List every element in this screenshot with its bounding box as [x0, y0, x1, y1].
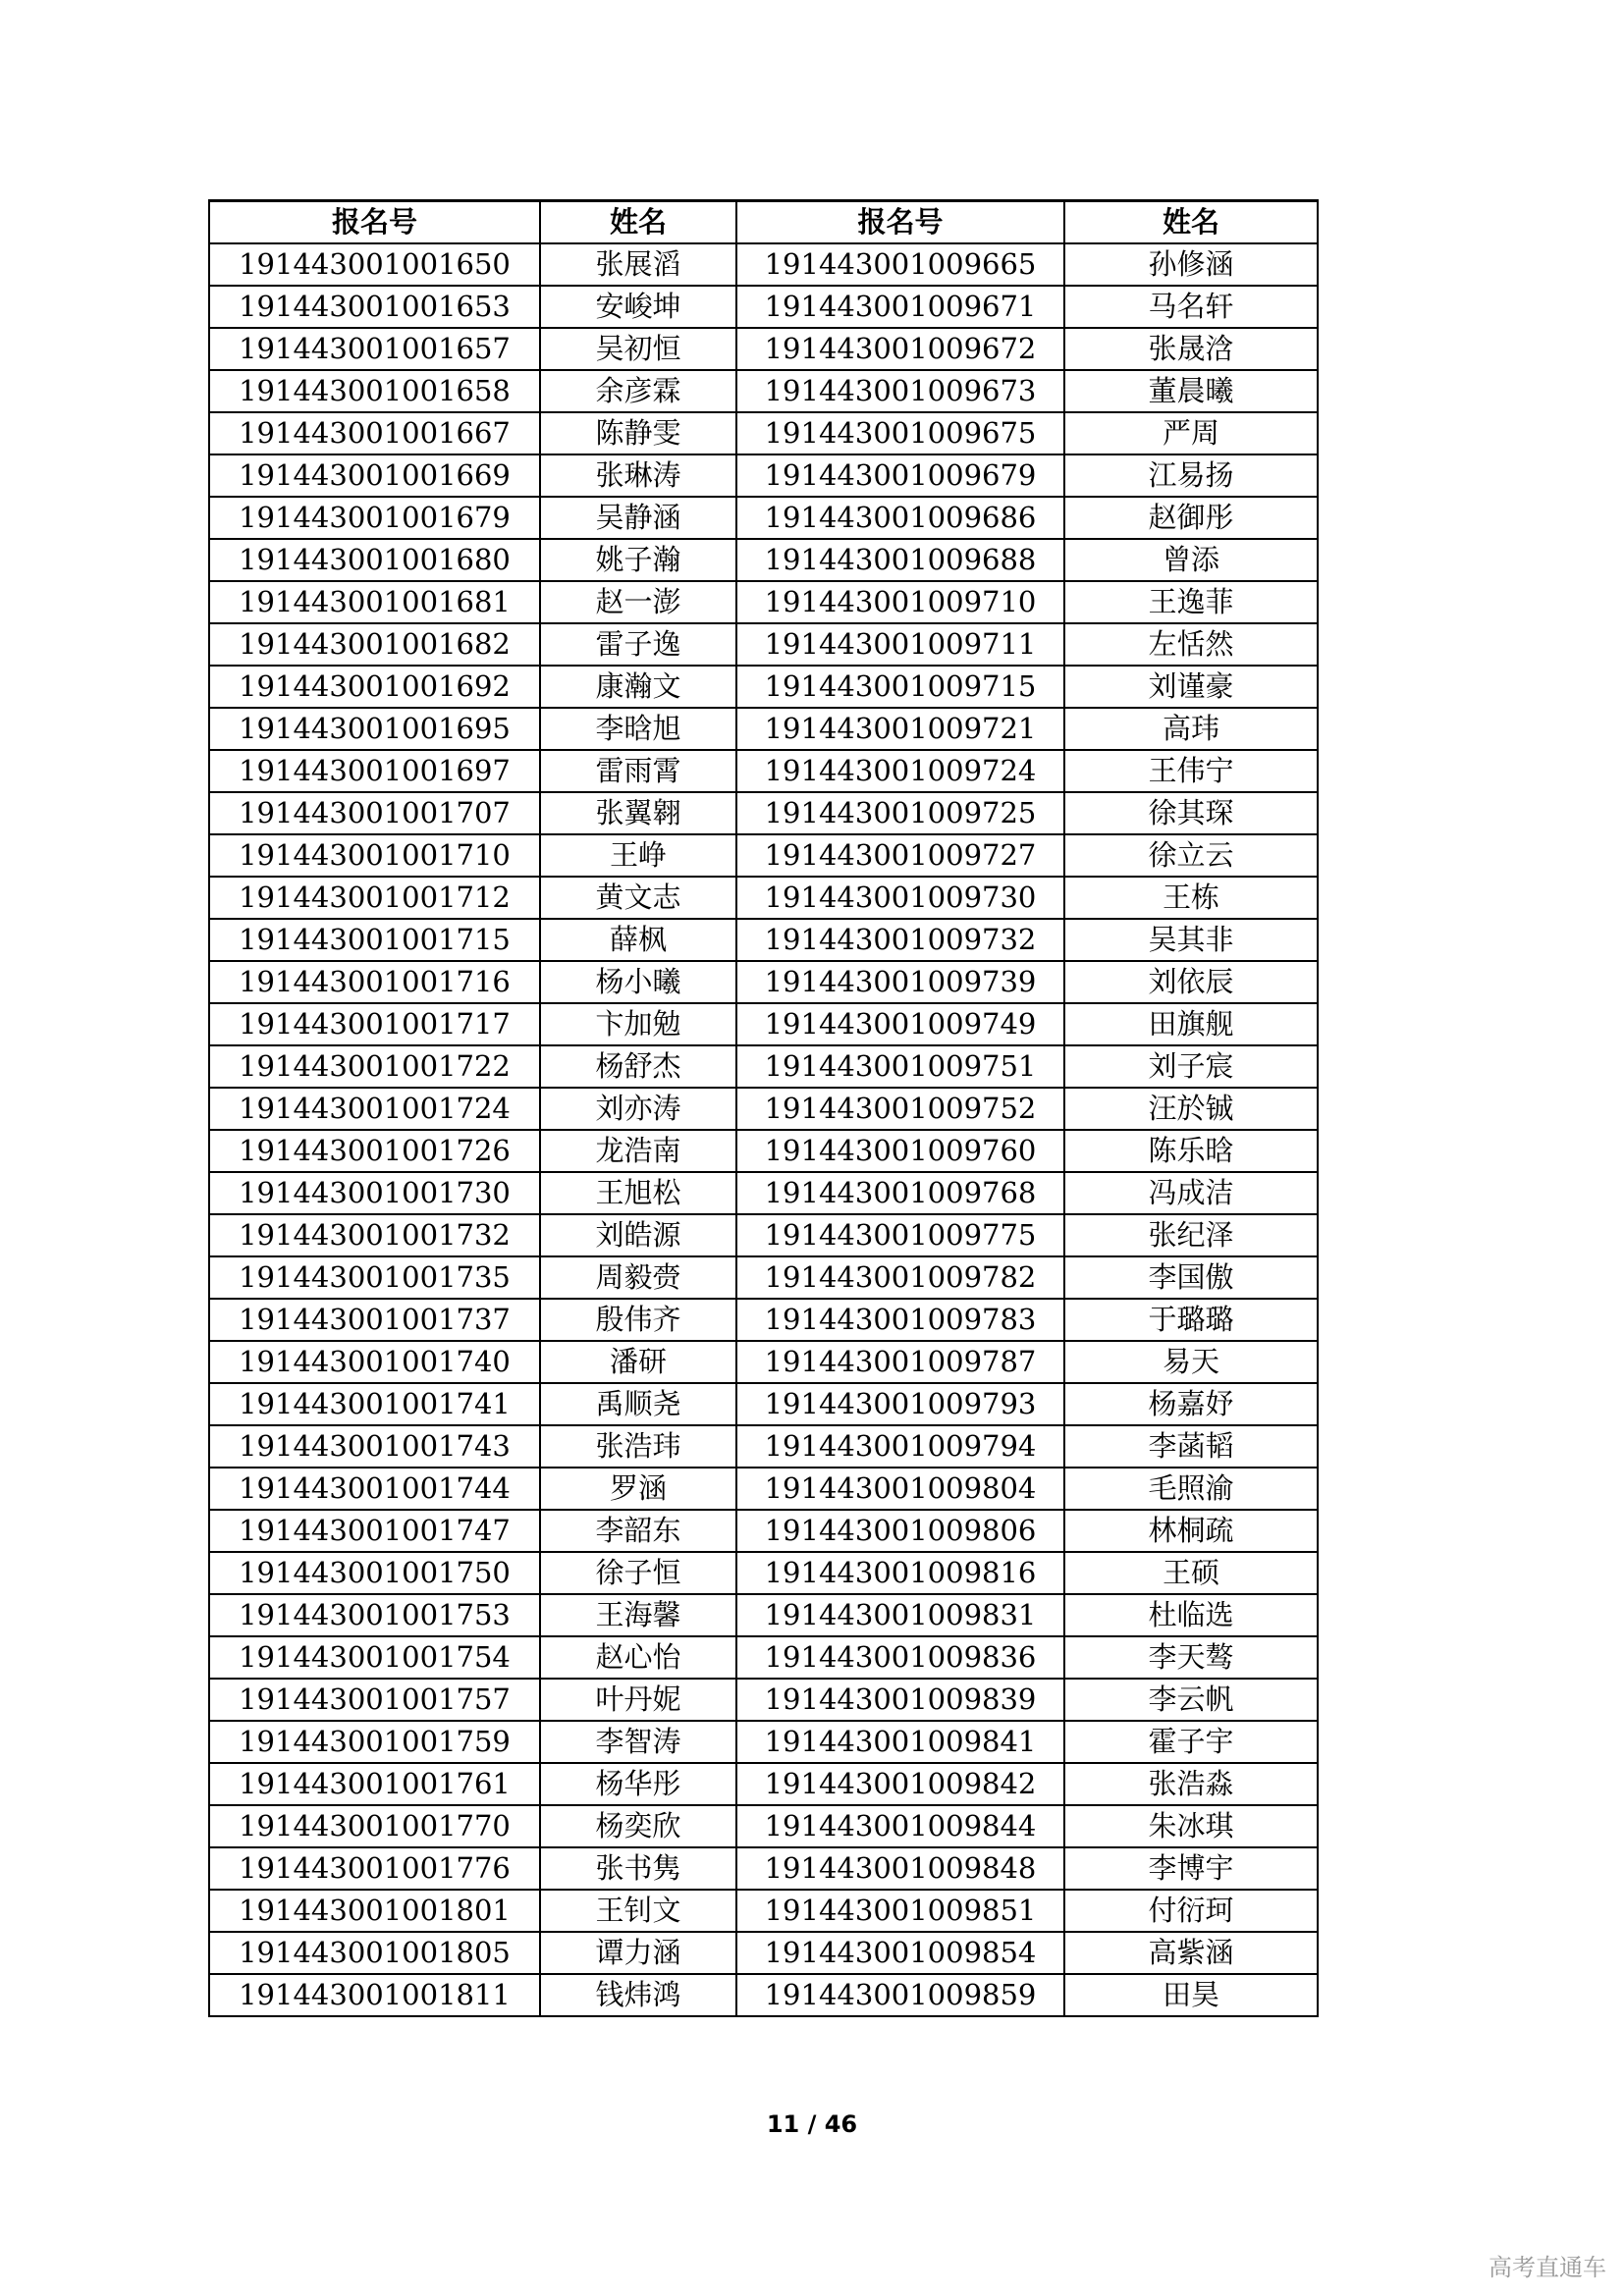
- registration-no-cell: 191443001001743: [209, 1425, 540, 1468]
- name-cell: 刘谨豪: [1064, 666, 1318, 708]
- registration-no-cell: 191443001009859: [736, 1974, 1064, 2016]
- name-cell: 董晨曦: [1064, 370, 1318, 412]
- registration-no-cell: 191443001009836: [736, 1636, 1064, 1679]
- name-cell: 杨奕欣: [540, 1805, 736, 1847]
- table-row: [209, 1552, 1318, 1594]
- table-row: [209, 1256, 1318, 1299]
- registration-no-cell: 191443001009724: [736, 750, 1064, 792]
- table-row: [209, 1805, 1318, 1847]
- registration-no-cell: 191443001001737: [209, 1299, 540, 1341]
- registration-no-cell: 191443001009793: [736, 1383, 1064, 1425]
- name-cell: 杨华彤: [540, 1763, 736, 1805]
- name-cell: 杨小曦: [540, 961, 736, 1003]
- name-cell: 孙修涵: [1064, 243, 1318, 286]
- name-cell: 张纪泽: [1064, 1214, 1318, 1256]
- name-cell: 潘研: [540, 1341, 736, 1383]
- registration-no-cell: 191443001001717: [209, 1003, 540, 1045]
- name-cell: 卞加勉: [540, 1003, 736, 1045]
- registration-no-cell: 191443001009721: [736, 708, 1064, 750]
- table-row: [209, 666, 1318, 708]
- table-row: [209, 581, 1318, 623]
- registration-no-cell: 191443001001753: [209, 1594, 540, 1636]
- table-row: [209, 1088, 1318, 1130]
- registration-no-cell: 191443001009783: [736, 1299, 1064, 1341]
- registration-no-cell: 191443001001724: [209, 1088, 540, 1130]
- name-cell: 刘子宸: [1064, 1045, 1318, 1088]
- name-cell: 朱冰琪: [1064, 1805, 1318, 1847]
- registration-no-cell: 191443001001740: [209, 1341, 540, 1383]
- registration-no-cell: 191443001001680: [209, 539, 540, 581]
- registration-no-cell: 191443001001697: [209, 750, 540, 792]
- name-cell: 于璐璐: [1064, 1299, 1318, 1341]
- registration-no-cell: 191443001001759: [209, 1721, 540, 1763]
- name-cell: 汪於铖: [1064, 1088, 1318, 1130]
- registration-no-cell: 191443001009751: [736, 1045, 1064, 1088]
- registration-no-cell: 191443001001726: [209, 1130, 540, 1172]
- registration-no-cell: 191443001001757: [209, 1679, 540, 1721]
- name-cell: 张琳涛: [540, 454, 736, 497]
- name-cell: 田昊: [1064, 1974, 1318, 2016]
- table-row: [209, 750, 1318, 792]
- name-cell: 刘皓源: [540, 1214, 736, 1256]
- table-row: [209, 1341, 1318, 1383]
- registration-no-cell: 191443001009715: [736, 666, 1064, 708]
- registration-no-cell: 191443001001667: [209, 412, 540, 454]
- registration-no-cell: 191443001009842: [736, 1763, 1064, 1805]
- registration-no-cell: 191443001009841: [736, 1721, 1064, 1763]
- registration-no-cell: 191443001009854: [736, 1932, 1064, 1974]
- registration-no-cell: 191443001009727: [736, 834, 1064, 877]
- table-row: [209, 539, 1318, 581]
- table-row: [209, 1425, 1318, 1468]
- name-cell: 徐子恒: [540, 1552, 736, 1594]
- registration-no-cell: 191443001001805: [209, 1932, 540, 1974]
- registration-no-cell: 191443001001657: [209, 328, 540, 370]
- registration-no-cell: 191443001009787: [736, 1341, 1064, 1383]
- name-cell: 张晟浛: [1064, 328, 1318, 370]
- registration-no-cell: 191443001009686: [736, 497, 1064, 539]
- registration-no-cell: 191443001001776: [209, 1847, 540, 1890]
- name-cell: 李智涛: [540, 1721, 736, 1763]
- registration-no-cell: 191443001001658: [209, 370, 540, 412]
- table-row: [209, 1636, 1318, 1679]
- name-cell: 殷伟齐: [540, 1299, 736, 1341]
- table-row: [209, 454, 1318, 497]
- registration-no-cell: 191443001001754: [209, 1636, 540, 1679]
- table-row: [209, 792, 1318, 834]
- registration-no-cell: 191443001009760: [736, 1130, 1064, 1172]
- table-row: [209, 1847, 1318, 1890]
- name-cell: 易天: [1064, 1341, 1318, 1383]
- table-row: [209, 1932, 1318, 1974]
- name-cell: 康瀚文: [540, 666, 736, 708]
- registration-no-cell: 191443001001679: [209, 497, 540, 539]
- name-cell: 余彦霖: [540, 370, 736, 412]
- name-cell: 李博宇: [1064, 1847, 1318, 1890]
- registration-no-cell: 191443001001722: [209, 1045, 540, 1088]
- name-cell: 龙浩南: [540, 1130, 736, 1172]
- registration-no-cell: 191443001001712: [209, 877, 540, 919]
- page-number: 11 / 46: [766, 2110, 858, 2138]
- registration-no-cell: 191443001001650: [209, 243, 540, 286]
- table-header-row: [209, 201, 1318, 244]
- name-cell: 王栋: [1064, 877, 1318, 919]
- table-row: [209, 1045, 1318, 1088]
- registration-no-cell: 191443001001715: [209, 919, 540, 961]
- name-cell: 王旭松: [540, 1172, 736, 1214]
- table-row: [209, 1214, 1318, 1256]
- watermark-text: 高考直通车: [1489, 2254, 1606, 2281]
- name-cell: 张浩玮: [540, 1425, 736, 1468]
- registration-no-cell: 191443001001681: [209, 581, 540, 623]
- table-row: [209, 1003, 1318, 1045]
- table-row: [209, 1679, 1318, 1721]
- name-cell: 罗涵: [540, 1468, 736, 1510]
- registration-no-cell: 191443001009804: [736, 1468, 1064, 1510]
- name-cell: 曾添: [1064, 539, 1318, 581]
- registration-no-cell: 191443001009839: [736, 1679, 1064, 1721]
- registration-no-cell: 191443001009679: [736, 454, 1064, 497]
- registration-no-cell: 191443001001716: [209, 961, 540, 1003]
- name-cell: 毛照渝: [1064, 1468, 1318, 1510]
- table-row: [209, 1974, 1318, 2016]
- table-row: [209, 623, 1318, 666]
- name-cell: 王逸菲: [1064, 581, 1318, 623]
- name-cell: 江易扬: [1064, 454, 1318, 497]
- name-cell: 安峻坤: [540, 286, 736, 328]
- table-row: [209, 370, 1318, 412]
- registration-no-cell: 191443001001735: [209, 1256, 540, 1299]
- registration-no-cell: 191443001009768: [736, 1172, 1064, 1214]
- name-cell: 姚子瀚: [540, 539, 736, 581]
- name-cell: 李晗旭: [540, 708, 736, 750]
- registration-no-cell: 191443001009730: [736, 877, 1064, 919]
- registration-no-cell: 191443001001707: [209, 792, 540, 834]
- registration-no-cell: 191443001009806: [736, 1510, 1064, 1552]
- name-cell: 陈乐晗: [1064, 1130, 1318, 1172]
- registration-no-cell: 191443001009794: [736, 1425, 1064, 1468]
- table-row: [209, 497, 1318, 539]
- name-cell: 薛枫: [540, 919, 736, 961]
- registration-no-cell: 191443001009844: [736, 1805, 1064, 1847]
- name-cell: 吴其非: [1064, 919, 1318, 961]
- registration-no-cell: 191443001001744: [209, 1468, 540, 1510]
- table-row: [209, 1130, 1318, 1172]
- name-cell: 王硕: [1064, 1552, 1318, 1594]
- registration-no-cell: 191443001009671: [736, 286, 1064, 328]
- table-row: [209, 1890, 1318, 1932]
- registration-no-cell: 191443001009672: [736, 328, 1064, 370]
- name-cell: 张翼翱: [540, 792, 736, 834]
- table-row: [209, 1510, 1318, 1552]
- table-row: [209, 1299, 1318, 1341]
- name-cell: 李国傲: [1064, 1256, 1318, 1299]
- table-row: [209, 328, 1318, 370]
- name-cell: 马名轩: [1064, 286, 1318, 328]
- name-cell: 徐其琛: [1064, 792, 1318, 834]
- table-row: [209, 877, 1318, 919]
- name-cell: 李菡韬: [1064, 1425, 1318, 1468]
- registration-no-cell: 191443001001811: [209, 1974, 540, 2016]
- table-row: [209, 919, 1318, 961]
- name-cell: 赵御彤: [1064, 497, 1318, 539]
- registration-no-cell: 191443001009752: [736, 1088, 1064, 1130]
- name-cell: 李韶东: [540, 1510, 736, 1552]
- registration-no-cell: 191443001001692: [209, 666, 540, 708]
- name-cell: 谭力涵: [540, 1932, 736, 1974]
- registration-no-cell: 191443001009749: [736, 1003, 1064, 1045]
- registration-no-cell: 191443001009675: [736, 412, 1064, 454]
- name-cell: 王钊文: [540, 1890, 736, 1932]
- name-cell: 雷子逸: [540, 623, 736, 666]
- name-cell: 李天骜: [1064, 1636, 1318, 1679]
- table-row: [209, 961, 1318, 1003]
- registration-no-cell: 191443001009725: [736, 792, 1064, 834]
- name-cell: 李云帆: [1064, 1679, 1318, 1721]
- name-cell: 霍子宇: [1064, 1721, 1318, 1763]
- table-row: [209, 708, 1318, 750]
- registration-no-cell: 191443001001653: [209, 286, 540, 328]
- name-cell: 钱炜鸿: [540, 1974, 736, 2016]
- name-cell: 吴初恒: [540, 328, 736, 370]
- name-cell: 高紫涵: [1064, 1932, 1318, 1974]
- name-cell: 吴静涵: [540, 497, 736, 539]
- header-name: 姓名: [540, 201, 736, 244]
- registration-no-cell: 191443001009732: [736, 919, 1064, 961]
- name-cell: 黄文志: [540, 877, 736, 919]
- table-row: [209, 1383, 1318, 1425]
- registration-no-cell: 191443001001770: [209, 1805, 540, 1847]
- registration-no-cell: 191443001009710: [736, 581, 1064, 623]
- name-cell: 周毅赍: [540, 1256, 736, 1299]
- name-cell: 杨嘉妤: [1064, 1383, 1318, 1425]
- registration-no-cell: 191443001001710: [209, 834, 540, 877]
- registration-no-cell: 191443001001669: [209, 454, 540, 497]
- registration-no-cell: 191443001009688: [736, 539, 1064, 581]
- registration-no-cell: 191443001001732: [209, 1214, 540, 1256]
- registration-no-cell: 191443001001741: [209, 1383, 540, 1425]
- table-body: [209, 243, 1318, 2016]
- table-row: [209, 243, 1318, 286]
- registration-no-cell: 191443001009848: [736, 1847, 1064, 1890]
- registration-no-cell: 191443001001695: [209, 708, 540, 750]
- table-row: [209, 286, 1318, 328]
- registration-no-cell: 191443001001682: [209, 623, 540, 666]
- name-cell: 林桐疏: [1064, 1510, 1318, 1552]
- registration-no-cell: 191443001001747: [209, 1510, 540, 1552]
- name-cell: 王峥: [540, 834, 736, 877]
- name-cell: 张书隽: [540, 1847, 736, 1890]
- name-cell: 张浩淼: [1064, 1763, 1318, 1805]
- name-cell: 刘亦涛: [540, 1088, 736, 1130]
- table-row: [209, 412, 1318, 454]
- name-cell: 张展滔: [540, 243, 736, 286]
- table-row: [209, 834, 1318, 877]
- header-registration-no: 报名号: [736, 201, 1064, 244]
- name-cell: 王伟宁: [1064, 750, 1318, 792]
- name-cell: 徐立云: [1064, 834, 1318, 877]
- name-cell: 刘依辰: [1064, 961, 1318, 1003]
- registration-no-cell: 191443001009775: [736, 1214, 1064, 1256]
- name-cell: 陈静雯: [540, 412, 736, 454]
- header-name: 姓名: [1064, 201, 1318, 244]
- name-cell: 付衍珂: [1064, 1890, 1318, 1932]
- table-row: [209, 1468, 1318, 1510]
- registration-no-cell: 191443001001750: [209, 1552, 540, 1594]
- name-cell: 赵心怡: [540, 1636, 736, 1679]
- name-cell: 左恬然: [1064, 623, 1318, 666]
- registration-no-cell: 191443001009782: [736, 1256, 1064, 1299]
- name-cell: 高玮: [1064, 708, 1318, 750]
- name-cell: 杨舒杰: [540, 1045, 736, 1088]
- name-cell: 严周: [1064, 412, 1318, 454]
- table-row: [209, 1763, 1318, 1805]
- registration-no-cell: 191443001009673: [736, 370, 1064, 412]
- registration-no-cell: 191443001009711: [736, 623, 1064, 666]
- name-cell: 叶丹妮: [540, 1679, 736, 1721]
- registration-no-cell: 191443001001801: [209, 1890, 540, 1932]
- registration-no-cell: 191443001009739: [736, 961, 1064, 1003]
- registration-no-cell: 191443001009665: [736, 243, 1064, 286]
- table-row: [209, 1721, 1318, 1763]
- name-cell: 田旗舰: [1064, 1003, 1318, 1045]
- table-row: [209, 1172, 1318, 1214]
- registration-no-cell: 191443001001761: [209, 1763, 540, 1805]
- name-cell: 禹顺尧: [540, 1383, 736, 1425]
- name-cell: 冯成洁: [1064, 1172, 1318, 1214]
- registration-no-cell: 191443001009831: [736, 1594, 1064, 1636]
- name-cell: 杜临选: [1064, 1594, 1318, 1636]
- registration-no-cell: 191443001009851: [736, 1890, 1064, 1932]
- candidate-table: [208, 199, 1319, 2017]
- header-registration-no: 报名号: [209, 201, 540, 244]
- name-cell: 雷雨霄: [540, 750, 736, 792]
- name-cell: 王海馨: [540, 1594, 736, 1636]
- table-row: [209, 1594, 1318, 1636]
- registration-no-cell: 191443001001730: [209, 1172, 540, 1214]
- name-cell: 赵一澎: [540, 581, 736, 623]
- registration-no-cell: 191443001009816: [736, 1552, 1064, 1594]
